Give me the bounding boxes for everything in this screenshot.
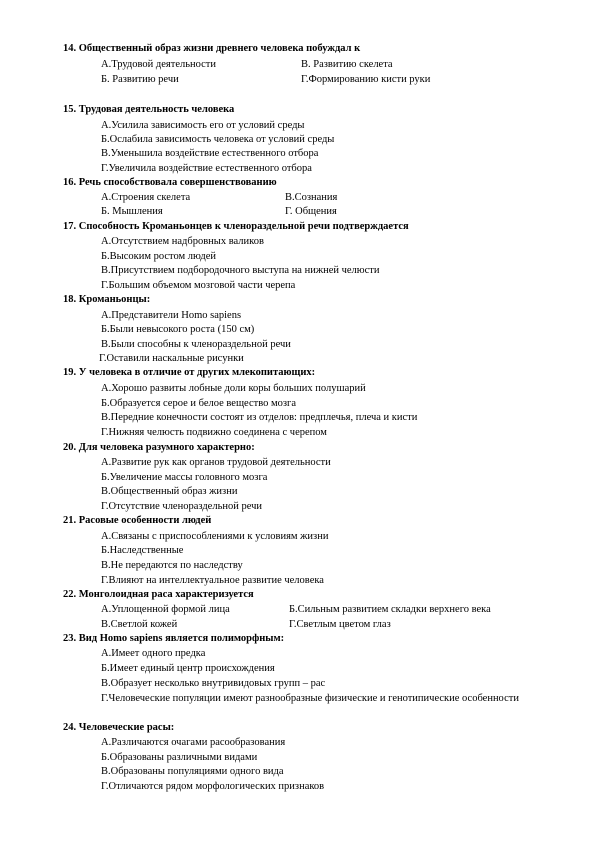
question-17-option-v: В.Присутствием подбородочного выступа на нижней челюсти [101,265,380,276]
question-19-option-g: Г.Нижняя челюсть подвижно соединена с черепом [101,427,327,438]
question-17-title: 17. Способность Кроманьонцев к членораздельной речи подтверждается [63,221,409,232]
question-17-option-a: А.Отсутствием надбровных валиков [101,236,264,247]
question-21-option-v: В.Не передаются по наследству [101,560,243,571]
question-16-option-a: А.Строения скелета [101,192,191,203]
question-24-title: 24. Человеческие расы: [63,722,175,733]
question-21-option-b: Б.Наследственные [101,545,184,556]
question-19-option-a: А.Хорошо развиты лобные доли коры больших полушарий [101,383,366,394]
question-16-option-g: Г. Общения [285,206,337,217]
question-24-option-g: Г.Отличаются рядом морфологических признаков [101,781,325,792]
question-14-option-a: А.Трудовой деятельности [101,59,217,70]
question-20-option-b: Б.Увеличение массы головного мозга [101,472,268,483]
question-18-title: 18. Кроманьонцы: [63,294,151,305]
question-18-option-v: В.Были способны к членораздельной речи [101,339,291,350]
question-22-option-v: В.Светлой кожей [101,619,178,630]
question-20-title: 20. Для человека разумного характерно: [63,442,255,453]
question-15-option-v: В.Уменьшила воздействие естественного отбора [101,148,319,159]
question-24-option-v: В.Образованы популяциями одного вида [101,766,284,777]
question-15-option-g: Г.Увеличила воздействие естественного отбора [101,163,312,174]
question-18-option-g: Г.Оставили наскальные рисунки [99,353,244,364]
question-21-title: 21. Расовые особенности людей [63,515,212,526]
question-22-option-a: А.Уплощенной формой лица [101,604,230,615]
question-14-option-b: Б. Развитию речи [101,74,179,85]
question-20-option-v: В.Общественный образ жизни [101,486,238,497]
question-16-title: 16. Речь способствовала совершенствованию [63,177,277,188]
question-17-option-g: Г.Большим объемом мозговой части черепа [101,280,296,291]
question-22-option-b: Б.Сильным развитием складки верхнего века [289,604,491,615]
question-23-title: 23. Вид Homo sapiens является полиморфным: [63,633,285,644]
question-15-option-b: Б.Ослабила зависимость человека от условий среды [101,134,335,145]
question-24-option-a: А.Различаются очагами расообразования [101,737,286,748]
question-16-option-b: Б. Мышления [101,206,163,217]
question-15-title: 15. Трудовая деятельность человека [63,104,235,115]
question-24-option-b: Б.Образованы различными видами [101,752,258,763]
question-19-title: 19. У человека в отличие от других млекопитающих: [63,367,316,378]
question-20-option-a: А.Развитие рук как органов трудовой деятельности [101,457,331,468]
question-15-option-a: А.Усилила зависимость его от условий среды [101,120,305,131]
question-21-option-a: А.Связаны с приспособлениями к условиям жизни [101,531,329,542]
question-23-option-a: А.Имеет одного предка [101,648,206,659]
question-18-option-a: А.Представители Homo sapiens [101,310,242,321]
question-14-option-v: В. Развитию скелета [301,59,393,70]
question-17-option-b: Б.Высоким ростом людей [101,251,216,262]
question-20-option-g: Г.Отсутствие членораздельной речи [101,501,263,512]
question-19-option-v: В.Передние конечности состоят из отделов: предплечья, плеча и кисти [101,412,418,423]
question-19-option-b: Б.Образуется серое и белое вещество мозга [101,398,296,409]
question-22-title: 22. Монголоидная раса характеризуется [63,589,254,600]
question-14-title: 14. Общественный образ жизни древнего человека побуждал к [63,43,361,54]
question-21-option-g: Г.Влияют на интеллектуальное развитие человека [101,575,324,586]
question-23-option-b: Б.Имеет единый центр происхождения [101,663,275,674]
question-18-option-b: Б.Были невысокого роста (150 см) [101,324,255,335]
question-14-option-g: Г.Формированию кисти руки [301,74,431,85]
question-23-option-v: В.Образует несколько внутривидовых групп – рас [101,678,326,689]
question-16-option-v: В.Сознания [285,192,338,203]
question-23-option-g: Г.Человеческие популяции имеют разнообразные физические и генотипические особенности [101,693,519,704]
question-22-option-g: Г.Светлым цветом глаз [289,619,391,630]
